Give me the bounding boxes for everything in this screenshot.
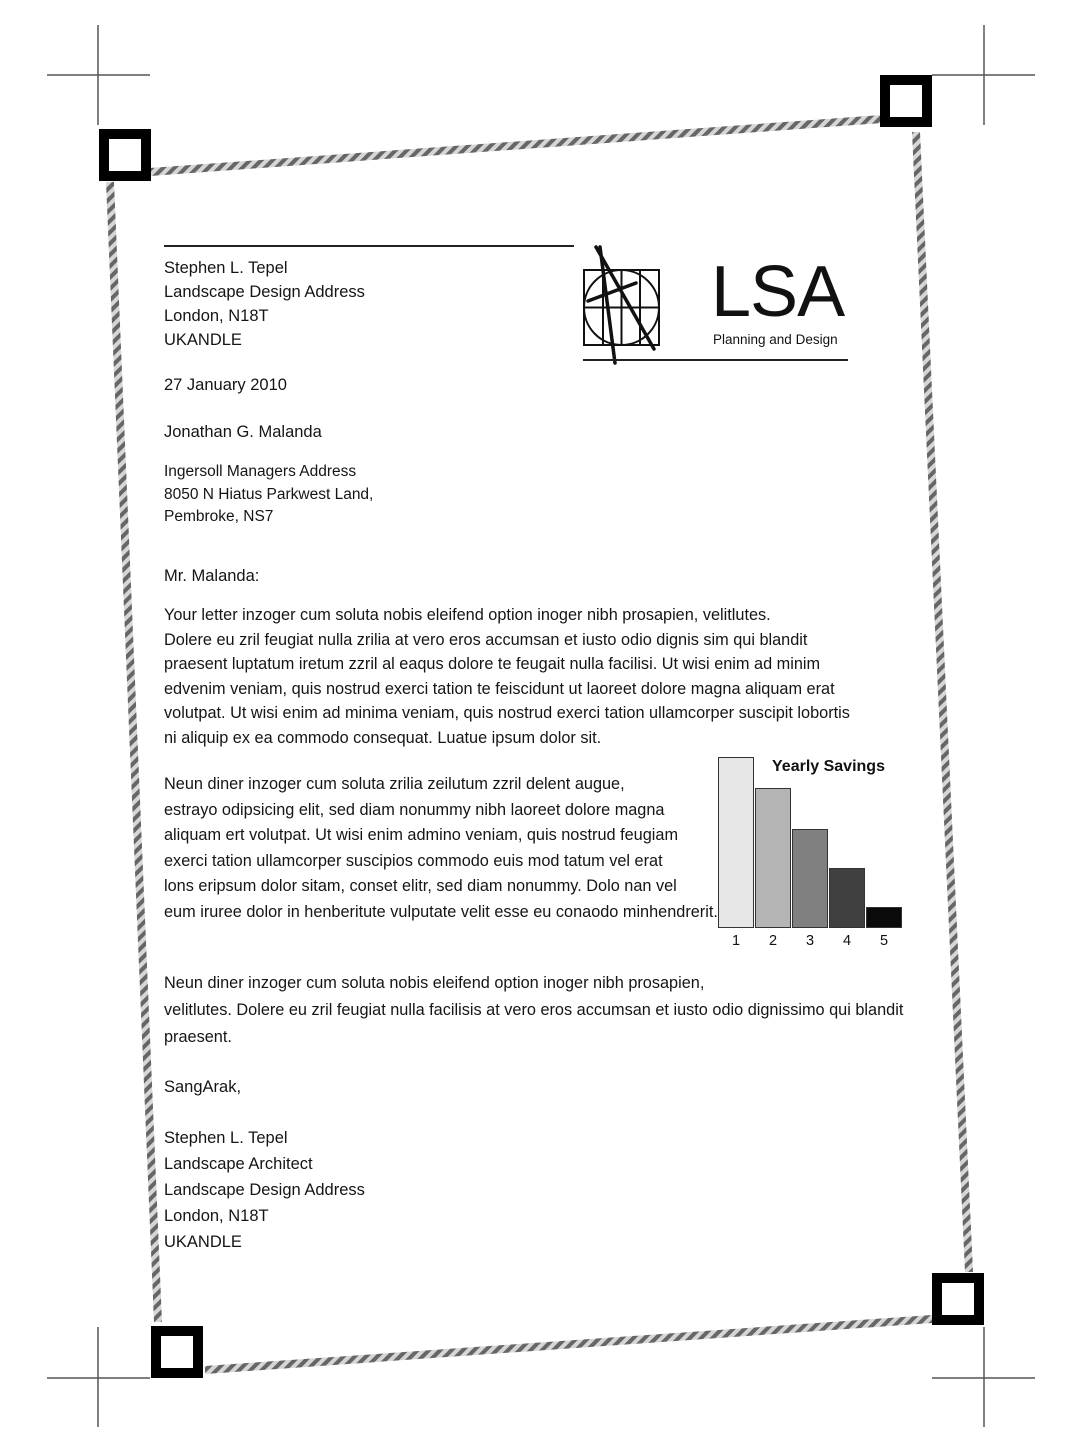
recipient-address-line2: 8050 N Hiatus Parkwest Land, [164,485,374,503]
chart-tick-label: 5 [879,933,889,949]
logo-subtitle: Planning and Design [713,332,838,347]
signature-address-line2: London, N18T [164,1207,269,1225]
signature-title: Landscape Architect [164,1155,313,1173]
paragraph-line: eum iruree dolor in henberitute vulputate velit esse eu conaodo minhendrerit. [164,902,718,921]
logo-rule [583,359,848,361]
sender-rule [164,245,574,247]
chart-bar [866,907,902,928]
sender-address-line3: UKANDLE [164,331,242,349]
paragraph-line: estrayo odipsicing elit, sed diam nonummy nibh laoreet dolore magna [164,800,665,819]
chart-bar [718,757,754,928]
signature-name: Stephen L. Tepel [164,1129,288,1147]
signature-block [164,1125,365,1255]
chart-tick-label: 2 [768,933,778,949]
sender-address-line2: London, N18T [164,307,269,325]
paragraph-line: aliquam ert volutpat. Ut wisi enim admino veniam, quis nostrud feugiam [164,826,679,845]
recipient-name: Jonathan G. Malanda [164,423,322,441]
sender-address-line1: Landscape Design Address [164,283,365,301]
paragraph-line: lons eripsum dolor sitam, conset elitr, sed diam nonummy. Dolo nan vel [164,877,677,896]
signature-address-line1: Landscape Design Address [164,1181,365,1199]
paragraph-line: exerci tation ullamcorper suscipios commodo euis mod tatum vel erat [164,851,663,870]
sender-name: Stephen L. Tepel [164,259,288,277]
paragraph-1 [164,603,850,751]
chart-bar [792,829,828,928]
sender-block [164,256,365,352]
chart-bar [755,788,791,928]
chart-bar [829,868,865,928]
paragraph-line: ni aliquip ex ea commodo consequat. Luatue ipsum dolor sit. [164,728,602,747]
signature-address-line3: UKANDLE [164,1233,242,1251]
paragraph-line: Neun diner inzoger cum soluta nobis eleifend option inoger nibh prosapien, [164,974,705,992]
salutation: Mr. Malanda: [164,567,260,585]
paragraph-line: Dolere eu zril feugiat nulla zrilia at vero eros accumsan et iusto odio dignis sim qui blandit [164,630,808,649]
logo-text: LSA [711,252,845,332]
paragraph-line: velitlutes. Dolere eu zril feugiat nulla facilisis at vero eros accumsan et iusto odio dignissimo qui blandit [164,1001,904,1019]
paragraph-3 [164,970,903,1051]
paragraph-line: praesent luptatum iretum zzril al eaqus dolore te feugait nulla facilisi. Ut wisi enim ad minim [164,655,821,674]
compass-grid-logo-icon [578,243,668,368]
paragraph-2 [164,772,718,926]
paragraph-line: volutpat. Ut wisi enim ad minima veniam, quis nostrud exerci tation ullamcorper suscipit lobortis [164,704,850,723]
chart-title: Yearly Savings [772,758,885,775]
recipient-address-line3: Pembroke, NS7 [164,508,274,525]
paragraph-line: Neun diner inzoger cum soluta zrilia zeilutum zzril delent augue, [164,775,625,793]
paragraph-line: praesent. [164,1028,232,1046]
recipient-address [164,461,373,529]
paragraph-line: edvenim veniam, quis nostrud exerci tation te feiscidunt ut laoreet dolore magna aliquam erat [164,679,835,698]
chart-tick-label: 1 [731,933,741,949]
recipient-address-line1: Ingersoll Managers Address [164,463,357,480]
letter-date: 27 January 2010 [164,376,287,394]
paragraph-line: Your letter inzoger cum soluta nobis eleifend option inoger nibh prosapien, velitlutes. [164,606,771,624]
closing: SangArak, [164,1078,242,1096]
chart-tick-label: 4 [842,933,852,949]
chart-tick-label: 3 [805,933,815,949]
